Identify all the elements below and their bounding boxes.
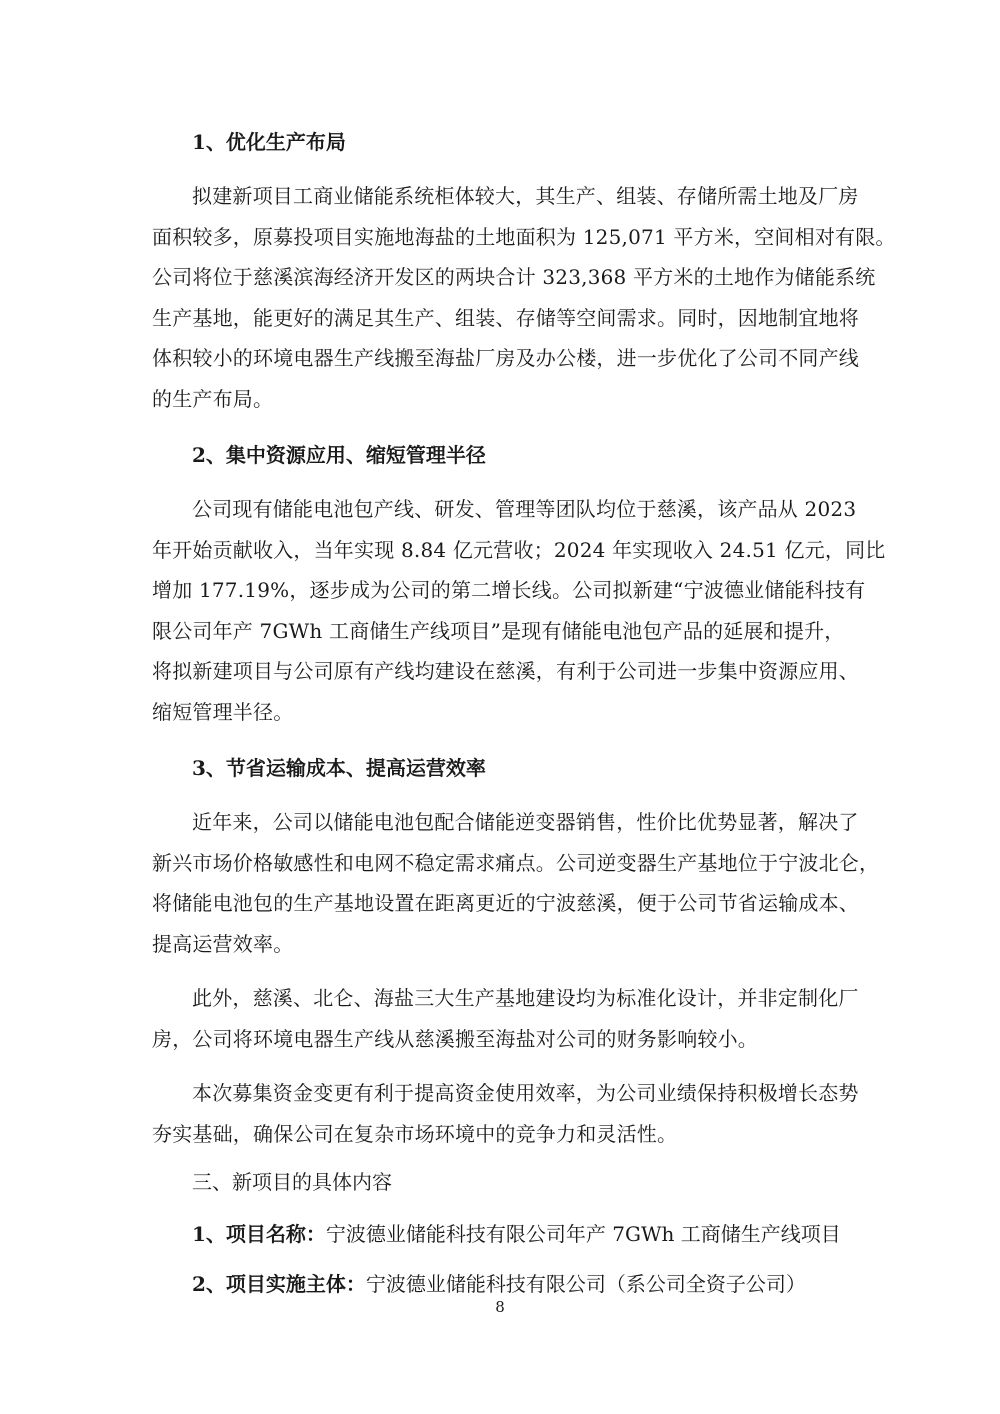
text-line: 限公司年产 7GWh 工商储生产线项目”是现有储能电池包产品的延展和提升， xyxy=(152,618,845,643)
document-body xyxy=(152,128,896,1298)
text-line: 体积较小的环境电器生产线搬至海盐厂房及办公楼，进一步优化了公司不同产线 xyxy=(152,346,859,370)
text-line: 公司现有储能电池包产线、研发、管理等团队均位于慈溪，该产品从 2023 xyxy=(192,497,857,521)
paragraph-3-1 xyxy=(152,802,880,964)
text-line: 将储能电池包的生产基地设置在距离更近的宁波慈溪，便于公司节省运输成本、 xyxy=(152,891,859,915)
text-line: 提高运营效率。 xyxy=(152,931,294,956)
paragraph-1-1 xyxy=(152,176,896,419)
page-number: 8 xyxy=(495,1298,505,1316)
text-line: 近年来，公司以储能电池包配合储能逆变器销售，性价比优势显著，解决了 xyxy=(192,810,859,834)
text-line: 此外，慈溪、北仑、海盐三大生产基地建设均为标准化设计，并非定制化厂 xyxy=(192,986,859,1010)
paragraph-3-2 xyxy=(152,978,859,1059)
text-line: 新兴市场价格敏感性和电网不稳定需求痛点。公司逆变器生产基地位于宁波北仑， xyxy=(152,850,880,875)
project-entity-field xyxy=(152,1270,852,1298)
text-line: 的生产布局。 xyxy=(152,386,274,411)
part-heading: 三、新项目的具体内容 xyxy=(192,1170,392,1194)
section-heading-2: 2、集中资源应用、缩短管理半径 xyxy=(192,443,486,467)
text-line: 房，公司将环境电器生产线从慈溪搬至海盐对公司的财务影响较小。 xyxy=(152,1026,758,1051)
project-name-field xyxy=(152,1220,852,1248)
field-value: 宁波德业储能科技有限公司（系公司全资子公司） xyxy=(365,1272,806,1296)
text-line: 增加 177.19%，逐步成为公司的第二增长线。公司拟新建“宁波德业储能科技有 xyxy=(152,578,866,602)
text-line: 缩短管理半径。 xyxy=(152,699,294,724)
field-label: 2、项目实施主体： xyxy=(192,1272,366,1296)
section-heading-1: 1、优化生产布局 xyxy=(192,130,346,154)
paragraph-3-3 xyxy=(152,1073,859,1154)
text-line: 年开始贡献收入，当年实现 8.84 亿元营收；2024 年实现收入 24.51 亿元，同比 xyxy=(152,537,886,562)
text-line: 将拟新建项目与公司原有产线均建设在慈溪，有利于公司进一步集中资源应用、 xyxy=(152,659,859,683)
section-heading-3: 3、节省运输成本、提高运营效率 xyxy=(192,756,486,780)
text-line: 公司将位于慈溪滨海经济开发区的两块合计 323,368 平方米的土地作为储能系统 xyxy=(152,265,876,289)
text-line: 夯实基础，确保公司在复杂市场环境中的竞争力和灵活性。 xyxy=(152,1121,678,1146)
text-line: 面积较多，原募投项目实施地海盐的土地面积为 125,071 平方米，空间相对有限。 xyxy=(152,224,896,249)
field-label: 1、项目名称： xyxy=(192,1222,326,1246)
text-line: 生产基地，能更好的满足其生产、组装、存储等空间需求。同时，因地制宜地将 xyxy=(152,305,859,330)
field-value: 宁波德业储能科技有限公司年产 7GWh 工商储生产线项目 xyxy=(325,1222,841,1246)
text-line: 拟建新项目工商业储能系统柜体较大，其生产、组装、存储所需土地及厂房 xyxy=(192,184,859,208)
text-line: 本次募集资金变更有利于提高资金使用效率，为公司业绩保持积极增长态势 xyxy=(192,1081,859,1105)
paragraph-2-1 xyxy=(152,489,886,732)
